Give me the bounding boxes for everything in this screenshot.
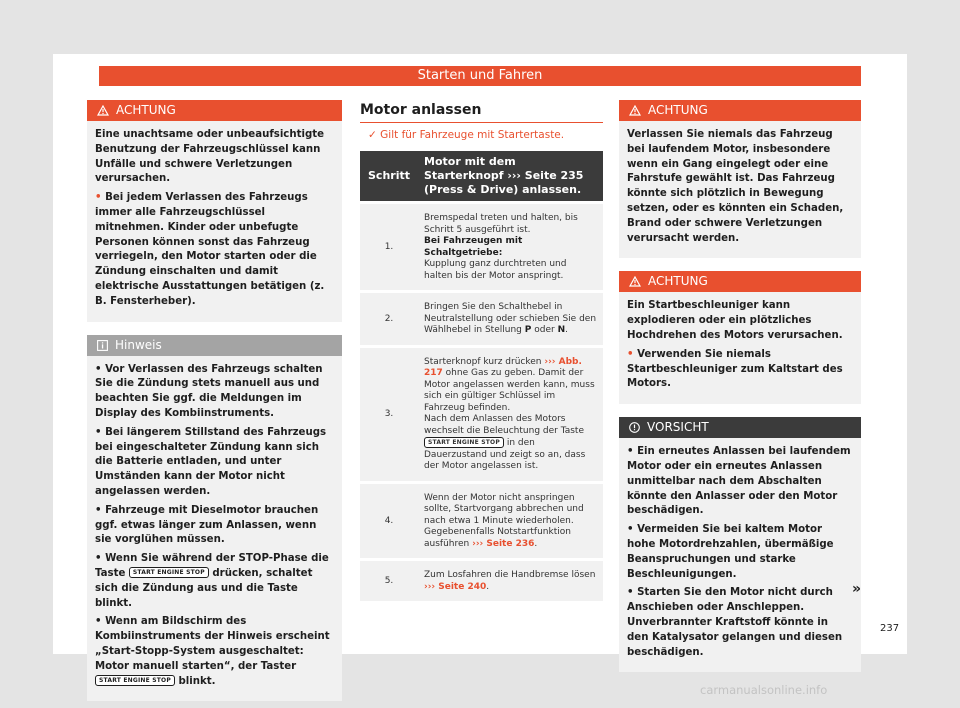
warning-text: Ein Startbeschleuniger kann explodieren oder ein plötzliches Hochdrehen des Motors verursachen. (627, 300, 843, 341)
note-bullet-1: • Vor Verlassen des Fahrzeugs schalten Sie die Zündung stets manuell aus und beachten Sie ggf. die Meldungen im Display des Kombiinstruments. (95, 363, 323, 419)
note-bullet-5: • Wenn am Bildschirm des Kombiinstruments der Hinweis erscheint „Start-Stopp-System ausgeschaltet: Motor manuell starten“, der Taster START ENGINE STOP blinkt. (95, 616, 330, 687)
column-middle (360, 100, 603, 601)
table-row (360, 346, 603, 482)
page-number: 237 (880, 623, 900, 634)
warning-label: ACHTUNG (116, 103, 176, 117)
warning-triangle-icon (629, 276, 641, 287)
note-body (87, 356, 342, 702)
caution-header (619, 417, 861, 438)
warning-body (619, 121, 861, 258)
page-link[interactable]: ››› Seite 240 (424, 581, 487, 592)
note-bullet-3: • Fahrzeuge mit Dieselmotor brauchen ggf. etwas länger zum Anlassen, wenn sie vorglühen müssen. (95, 504, 319, 546)
bullet-icon: • (627, 587, 638, 599)
steps-table (360, 151, 603, 601)
continue-marker: » (852, 581, 862, 597)
table-row (360, 292, 603, 347)
warning-intro: Eine unachtsame oder unbeaufsichtigte Benutzung der Fahrzeugschlüssel kann Unfälle und schwere Verletzungen verursachen. (95, 129, 325, 185)
warning-box-starter-fluid (619, 271, 861, 404)
start-engine-stop-key-icon: START ENGINE STOP (95, 675, 175, 686)
warning-triangle-icon (97, 105, 109, 116)
bullet-icon: • (95, 426, 106, 438)
warning-bullet: • Verwenden Sie niemals Startbeschleuniger zum Kaltstart des Motors. (627, 348, 843, 390)
column-right (619, 100, 861, 685)
bullet-icon: • (95, 192, 106, 204)
note-bullet-4: • Wenn Sie während der STOP-Phase die Taste START ENGINE STOP drücken, schaltet sich die Zündung aus und die Taste blinkt. (95, 553, 329, 609)
step-text: Wenn der Motor nicht anspringen sollte, Startvorgang abbrechen und nach etwa 1 Minute wiederholen. Gegebenenfalls Notstartfunktion ausführen ››› Seite 236. (418, 482, 603, 560)
warning-body (87, 121, 342, 322)
warning-triangle-icon (629, 105, 641, 116)
exclamation-circle-icon (629, 422, 640, 433)
step-text: Bremspedal treten und halten, bis Schritt 5 ausgeführt ist. Bei Fahrzeugen mit Schaltgetriebe: Kupplung ganz durchtreten und halten bis der Motor anspringt. (418, 203, 603, 292)
warning-text: Verlassen Sie niemals das Fahrzeug bei laufendem Motor, insbesondere wenn ein Gang eingelegt oder eine Fahrstufe gewählt ist. Das Fahrzeug könnte sich plötzlich in Bewegung setzen, oder es könnten ein Schaden, Brand oder schwere Verletzungen verursacht werden. (627, 129, 844, 244)
warning-header (619, 271, 861, 292)
warning-bullet-text: Bei jedem Verlassen des Fahrzeugs immer alle Fahrzeugschlüssel mitnehmen. Kinder oder unbefugte Personen können sonst das Fahrzeug verriegeln, den Motor starten oder die Zündung einschalten und damit elektrische Ausstattungen betätigen (z. B. Fensterheber). (95, 192, 325, 307)
step-number: 2. (360, 292, 418, 347)
start-engine-stop-key-icon: START ENGINE STOP (129, 567, 209, 578)
warning-label: ACHTUNG (648, 103, 708, 117)
bullet-icon: • (627, 524, 638, 536)
warning-box-keys (87, 100, 342, 322)
warning-label: ACHTUNG (648, 274, 708, 289)
step-text: Starterknopf kurz drücken ››› Abb. 217 ohne Gas zu geben. Damit der Motor angelassen werden kann, muss sich ein gültiger Schlüssel im Fahrzeug befinden. Nach dem Anlassen des Motors wechselt die Beleuchtung der Taste START ENGINE STOP in den Dauerzustand und zeigt so an, dass der Motor angelassen ist. (418, 346, 603, 482)
step-number: 3. (360, 346, 418, 482)
warning-header (87, 100, 342, 121)
caution-bullet-2: • Vermeiden Sie bei kaltem Motor hohe Motordrehzahlen, übermäßige Beanspruchungen und starke Beschleunigungen. (627, 524, 834, 580)
column-header-step: Schritt (360, 151, 418, 203)
column-left (87, 100, 342, 708)
warning-header (619, 100, 861, 121)
step-text: Bringen Sie den Schalthebel in Neutralstellung oder schieben Sie den Wählhebel in Stellung P oder N. (418, 292, 603, 347)
note-header (87, 335, 342, 356)
step-number: 1. (360, 203, 418, 292)
bullet-icon: • (95, 616, 106, 628)
bullet-icon: • (95, 553, 106, 565)
caution-label: VORSICHT (647, 420, 709, 435)
info-icon (97, 340, 108, 351)
note-label: Hinweis (115, 337, 162, 352)
step-number: 5. (360, 560, 418, 602)
page-link[interactable]: ››› Seite 236 (472, 538, 535, 549)
caution-bullet-3: • Starten Sie den Motor nicht durch Anschieben oder Anschleppen. Unverbrannter Kraftstoff könnte in den Katalysator gelangen und diesen beschädigen. (627, 587, 843, 658)
bullet-icon: • (627, 446, 638, 458)
caution-body (619, 438, 861, 672)
warning-body (619, 292, 861, 404)
watermark: carmanualsonline.info (700, 683, 828, 697)
column-header-action: Motor mit dem Starterknopf ››› Seite 235 (Press & Drive) anlassen. (418, 151, 603, 203)
caution-bullet-1: • Ein erneutes Anlassen bei laufendem Motor oder ein erneutes Anlassen unmittelbar nach dem Abschalten könnte den Anlasser oder den Motor beschädigen. (627, 446, 851, 517)
applies-line: ✓ Gilt für Fahrzeuge mit Startertaste. (368, 129, 565, 141)
table-header-row (360, 151, 603, 203)
section-header: Starten und Fahren (99, 66, 861, 86)
warning-box-engine-running (619, 100, 861, 258)
caution-box (619, 417, 861, 672)
figure-link[interactable]: ››› Abb. 217 (424, 356, 582, 378)
step-number: 4. (360, 482, 418, 560)
table-row (360, 482, 603, 560)
checkmark-icon: ✓ (368, 129, 381, 141)
warning-bullet (95, 191, 334, 309)
bullet-icon: • (95, 363, 106, 375)
note-box (87, 335, 342, 702)
bullet-icon: • (95, 504, 106, 516)
bullet-icon: • (627, 348, 638, 360)
step-text: Zum Losfahren die Handbremse lösen ››› Seite 240. (418, 560, 603, 602)
note-bullet-2: • Bei längerem Stillstand des Fahrzeugs bei eingeschalteter Zündung kann sich die Batterie entladen, und unter Umständen kann der Motor nicht angelassen werden. (95, 426, 327, 497)
start-engine-stop-key-icon: START ENGINE STOP (424, 437, 504, 448)
table-row (360, 203, 603, 292)
section-title: Motor anlassen (360, 100, 603, 123)
manual-page (53, 54, 907, 687)
table-row (360, 560, 603, 602)
